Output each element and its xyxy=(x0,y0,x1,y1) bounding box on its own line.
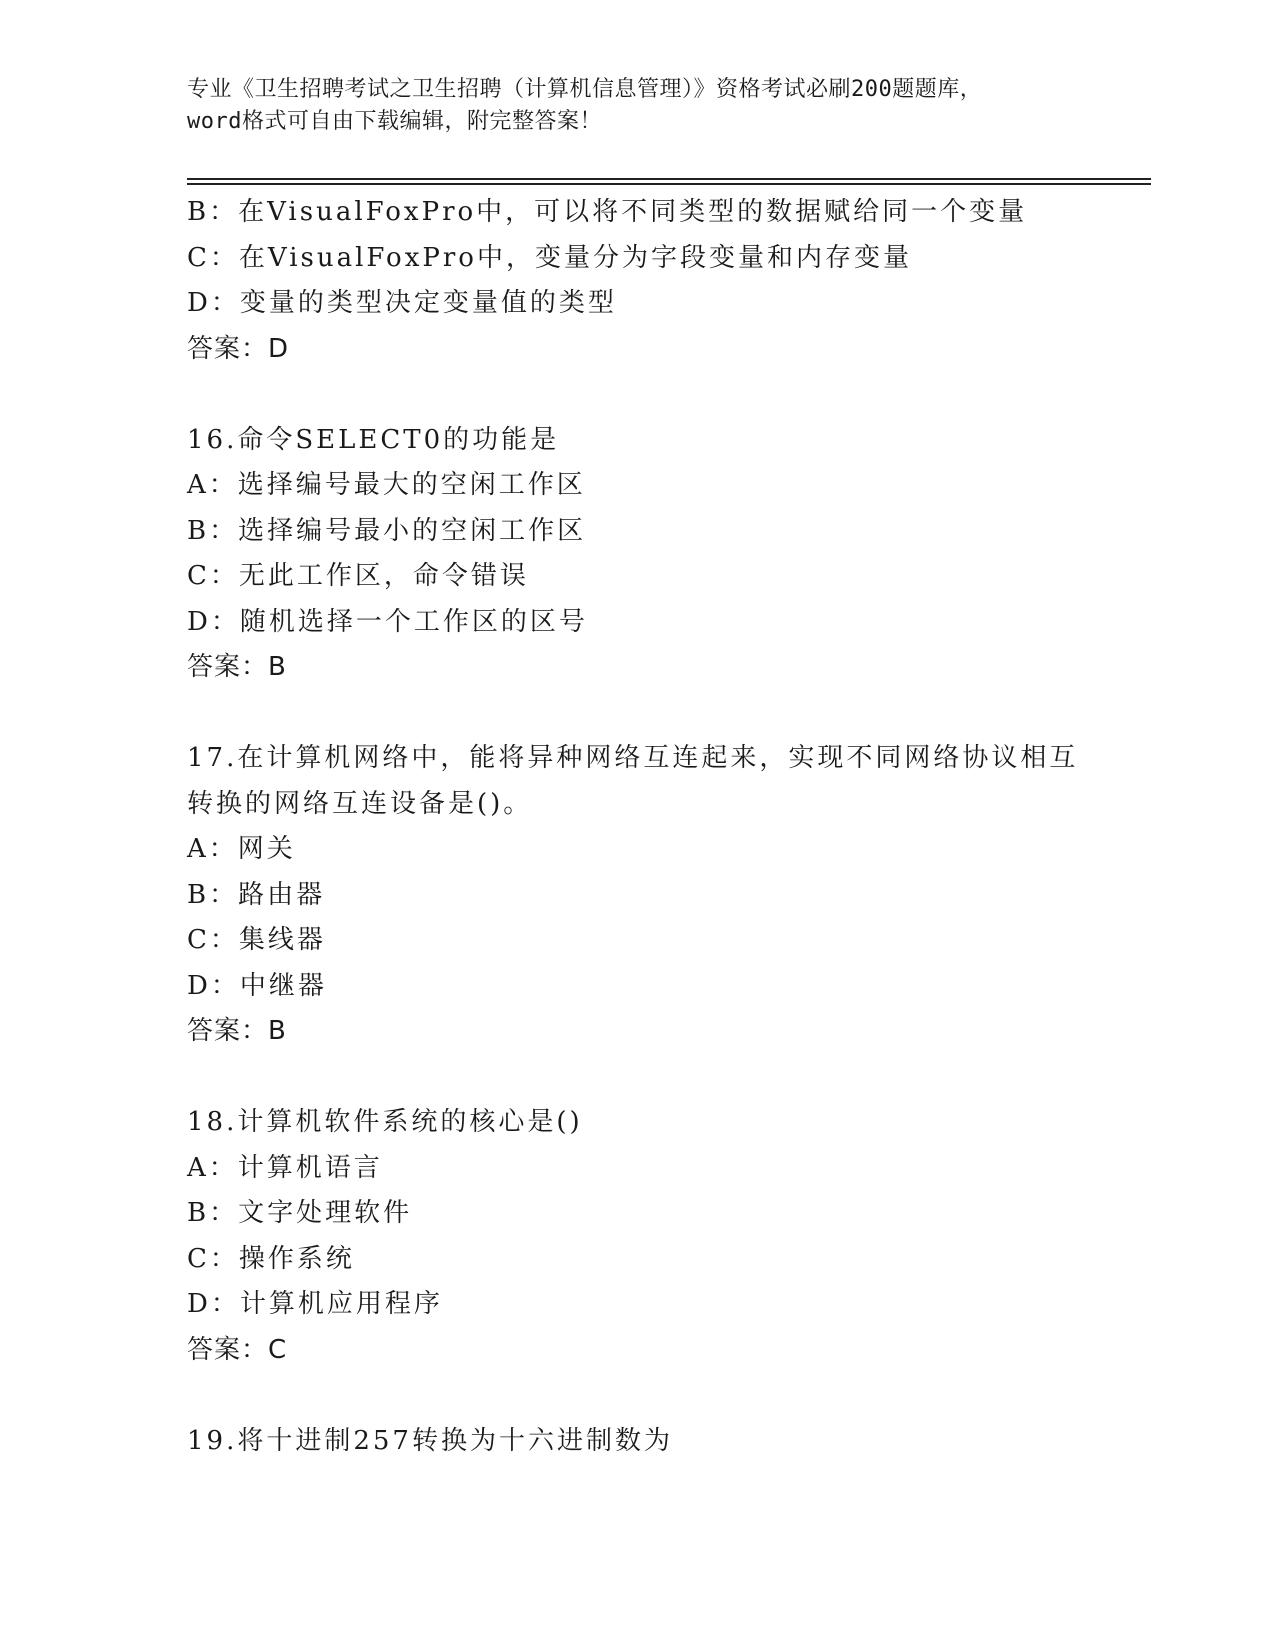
header-line-2: word格式可自由下载编辑，附完整答案！ xyxy=(187,109,602,134)
question-stem: 18.计算机软件系统的核心是() xyxy=(187,1107,583,1137)
option-line: B：文字处理软件 xyxy=(187,1198,413,1228)
header-rule-top xyxy=(187,178,1151,180)
question-stem: 17.在计算机网络中，能将异种网络互连起来，实现不同网络协议相互 xyxy=(187,743,1079,773)
option-line: A：网关 xyxy=(187,834,296,864)
question-spacer xyxy=(187,691,1147,737)
answer-line: 答案：B xyxy=(187,1016,287,1046)
option-line: D：中继器 xyxy=(187,970,327,1001)
option-line: B：路由器 xyxy=(187,879,326,910)
question-spacer xyxy=(187,1373,1147,1419)
answer-line: 答案：B xyxy=(187,652,287,682)
option-line: D：随机选择一个工作区的区号 xyxy=(187,606,588,637)
document-header xyxy=(187,74,1087,138)
question-stem: 19.将十进制257转换为十六进制数为 xyxy=(187,1425,673,1456)
question-block-16 xyxy=(187,418,1147,691)
option-line: C：操作系统 xyxy=(187,1243,355,1274)
question-block-19 xyxy=(187,1419,1147,1465)
question-block-17 xyxy=(187,736,1147,1055)
option-line: B：在VisualFoxPro中，可以将不同类型的数据赋给同一个变量 xyxy=(187,197,1028,227)
option-line: A：选择编号最大的空闲工作区 xyxy=(187,470,586,500)
option-line: C：无此工作区，命令错误 xyxy=(187,561,529,591)
option-line: C：在VisualFoxPro中，变量分为字段变量和内存变量 xyxy=(187,242,912,273)
option-line: C：集线器 xyxy=(187,925,326,955)
option-line: B：选择编号最小的空闲工作区 xyxy=(187,515,587,546)
option-line: D：计算机应用程序 xyxy=(187,1289,443,1319)
question-block-18 xyxy=(187,1100,1147,1373)
question-stem-continued: 转换的网络互连设备是()。 xyxy=(187,788,533,819)
question-spacer xyxy=(187,1055,1147,1101)
question-block-continued xyxy=(187,190,1147,372)
answer-line: 答案：D xyxy=(187,333,290,364)
question-content xyxy=(187,190,1147,1464)
header-line-1: 专业《卫生招聘考试之卫生招聘（计算机信息管理）》资格考试必刷200题题库， xyxy=(187,77,983,102)
option-line: A：计算机语言 xyxy=(187,1152,383,1183)
option-line: D：变量的类型决定变量值的类型 xyxy=(187,288,617,318)
question-stem: 16.命令SELECT0的功能是 xyxy=(187,424,560,455)
answer-line: 答案：C xyxy=(187,1334,288,1365)
header-rule-bottom xyxy=(187,183,1151,185)
question-spacer xyxy=(187,372,1147,418)
